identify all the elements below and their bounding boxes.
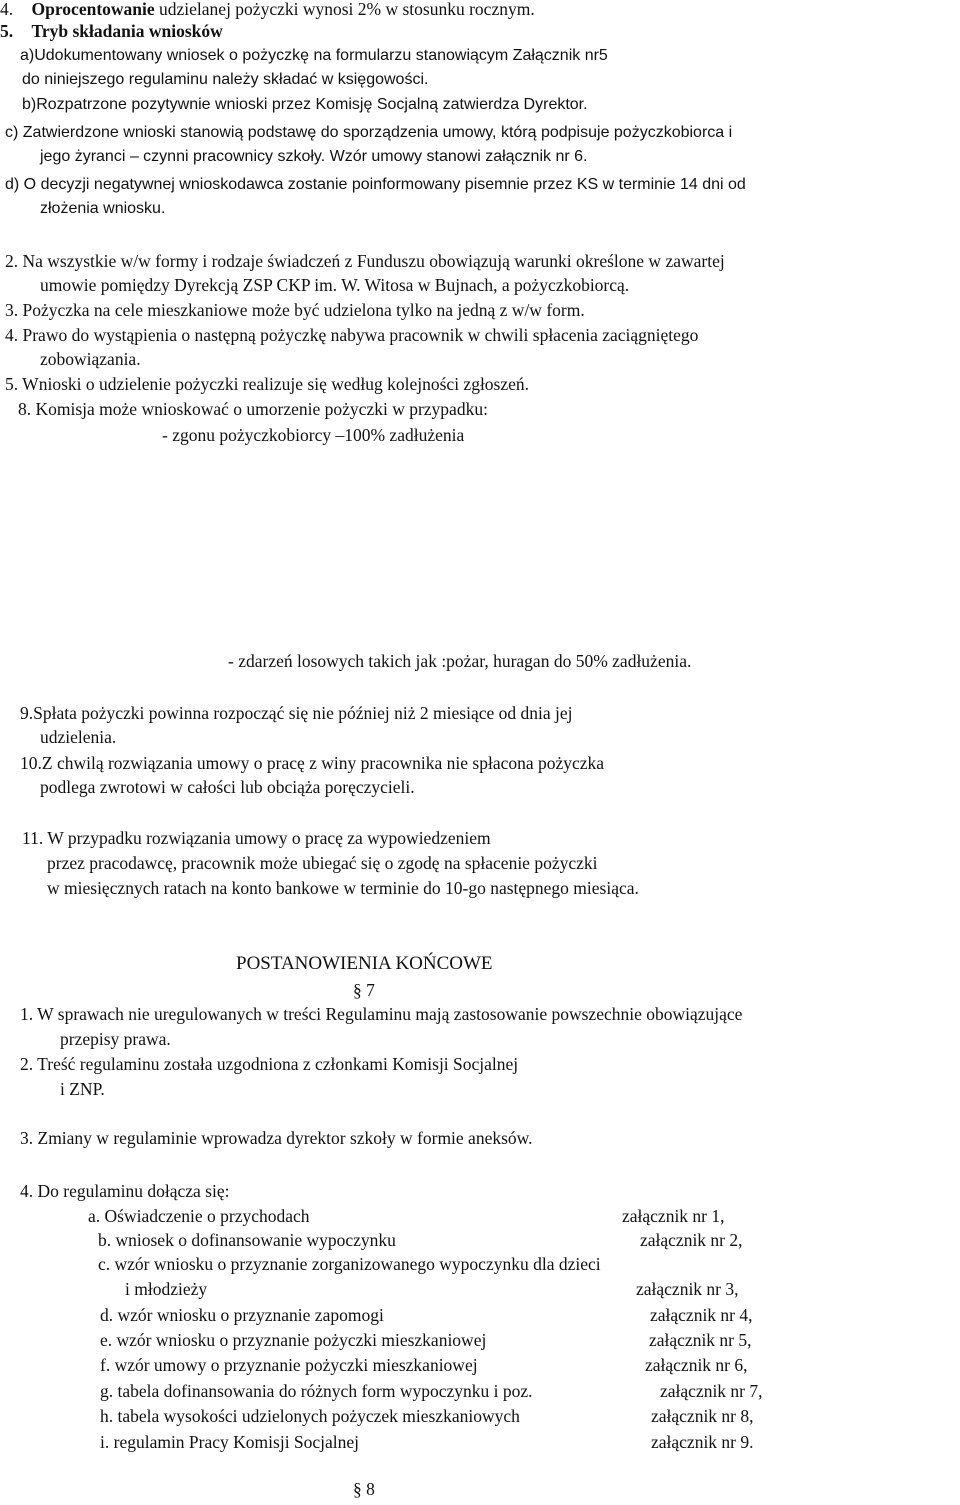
- item-4: [0, 0, 535, 20]
- final-1-line1: 1. W sprawach nie uregulowanych w treści Regulaminu mają zastosowanie powszechnie obowiązujące: [20, 1004, 743, 1024]
- attachment-e-label: e. wzór wniosku o przyznanie pożyczki mieszkaniowej: [100, 1330, 487, 1350]
- point-2-line1: 2. Na wszystkie w/w formy i rodzaje świadczeń z Funduszu obowiązują warunki określone w zawartej: [5, 251, 725, 271]
- point-4-line1: 4. Prawo do wystąpienia o następną pożyczkę nabywa pracownik w chwili spłacenia zaciągniętego: [5, 325, 699, 345]
- attachment-c-label: c. wzór wniosku o przyznanie zorganizowanego wypoczynku dla dzieci: [98, 1254, 601, 1274]
- attachment-c-ref: załącznik nr 3,: [636, 1279, 739, 1299]
- final-3: 3. Zmiany w regulaminie wprowadza dyrektor szkoły w formie aneksów.: [20, 1128, 533, 1148]
- item-4-text: udzielanej pożyczki wynosi 2% w stosunku rocznym.: [154, 0, 535, 19]
- item-5a-line2: do niniejszego regulaminu należy składać w księgowości.: [22, 71, 429, 88]
- point-9-line1: 9.Spłata pożyczki powinna rozpocząć się nie później niż 2 miesiące od dnia jej: [20, 703, 573, 723]
- item-5b-line: b)Rozpatrzone pozytywnie wnioski przez Komisję Socjalną zatwierdza Dyrektor.: [22, 96, 588, 113]
- item-5d-line1: d) O decyzji negatywnej wnioskodawca zostanie poinformowany pisemnie przez KS w terminie 14 dni od: [5, 176, 746, 193]
- point-11-line2: przez pracodawcę, pracownik może ubiegać się o zgodę na spłacenie pożyczki: [47, 853, 598, 873]
- point-10-line1: 10.Z chwilą rozwiązania umowy o pracę z winy pracownika nie spłacona pożyczka: [20, 753, 605, 773]
- paragraph-8: § 8: [353, 1479, 375, 1499]
- item-4-title: Oprocentowanie: [31, 0, 155, 19]
- attachment-f-ref: załącznik nr 6,: [645, 1355, 748, 1375]
- attachment-i-label: i. regulamin Pracy Komisji Socjalnej: [100, 1432, 360, 1452]
- item-5: [0, 20, 223, 42]
- item-5-num: 5.: [0, 21, 14, 41]
- item-5c-line1: c) Zatwierdzone wnioski stanowią podstawę do sporządzenia umowy, którą podpisuje pożyczkobiorca i: [5, 124, 733, 141]
- attachment-f-label: f. wzór umowy o przyznanie pożyczki mieszkaniowej: [100, 1355, 478, 1375]
- point-9-line2: udzielenia.: [40, 727, 117, 747]
- point-3: 3. Pożyczka na cele mieszkaniowe może być udzielona tylko na jedną z w/w form.: [5, 300, 585, 320]
- attachment-b-label: b. wniosek o dofinansowanie wypoczynku: [98, 1230, 396, 1250]
- final-4: 4. Do regulaminu dołącza się:: [20, 1181, 230, 1201]
- final-section-title: POSTANOWIENIA KOŃCOWE: [236, 953, 493, 974]
- point-5: 5. Wnioski o udzielenie pożyczki realizuje się według kolejności zgłoszeń.: [5, 374, 530, 394]
- point-11-line3: w miesięcznych ratach na konto bankowe w terminie do 10-go następnego miesiąca.: [47, 878, 639, 898]
- attachment-c-label-cont: i młodzieży: [125, 1279, 208, 1299]
- attachment-b-ref: załącznik nr 2,: [640, 1230, 743, 1250]
- attachment-d-label: d. wzór wniosku o przyznanie zapomogi: [100, 1305, 384, 1325]
- point-8-case-random: - zdarzeń losowych takich jak :pożar, huragan do 50% zadłużenia.: [228, 651, 692, 671]
- item-4-num: 4.: [0, 0, 14, 19]
- point-2-line2: umowie pomiędzy Dyrekcją ZSP CKP im. W. Witosa w Bujnach, a pożyczkobiorcą.: [40, 275, 630, 295]
- item-5c-line2: jego żyranci – czynni pracownicy szkoły. Wzór umowy stanowi załącznik nr 6.: [40, 148, 588, 165]
- attachment-a-label: a. Oświadczenie o przychodach: [88, 1206, 310, 1226]
- point-11-line1: 11. W przypadku rozwiązania umowy o pracę za wypowiedzeniem: [22, 828, 491, 848]
- attachment-h-label: h. tabela wysokości udzielonych pożyczek mieszkaniowych: [100, 1406, 520, 1426]
- paragraph-7: § 7: [353, 980, 375, 1000]
- item-5-title: Tryb składania wniosków: [31, 21, 223, 41]
- final-1-line2: przepisy prawa.: [60, 1029, 171, 1049]
- attachment-g-label: g. tabela dofinansowania do różnych form wypoczynku i poz.: [100, 1381, 533, 1401]
- point-8: 8. Komisja może wnioskować o umorzenie pożyczki w przypadku:: [18, 399, 488, 419]
- item-5a-line1: a)Udokumentowany wniosek o pożyczkę na formularzu stanowiącym Załącznik nr5: [20, 47, 608, 64]
- point-4-line2: zobowiązania.: [40, 349, 141, 369]
- point-8-case-death: - zgonu pożyczkobiorcy –100% zadłużenia: [162, 425, 465, 445]
- final-2-line1: 2. Treść regulaminu została uzgodniona z członkami Komisji Socjalnej: [20, 1054, 519, 1074]
- attachment-a-ref: załącznik nr 1,: [622, 1206, 725, 1226]
- final-2-line2: i ZNP.: [60, 1079, 105, 1099]
- attachment-h-ref: załącznik nr 8,: [651, 1406, 754, 1426]
- attachment-d-ref: załącznik nr 4,: [650, 1305, 753, 1325]
- attachment-i-ref: załącznik nr 9.: [651, 1432, 754, 1452]
- item-5d-line2: złożenia wniosku.: [40, 200, 166, 217]
- point-10-line2: podlega zwrotowi w całości lub obciąża poręczycieli.: [40, 777, 415, 797]
- attachment-g-ref: załącznik nr 7,: [660, 1381, 763, 1401]
- attachment-e-ref: załącznik nr 5,: [649, 1330, 752, 1350]
